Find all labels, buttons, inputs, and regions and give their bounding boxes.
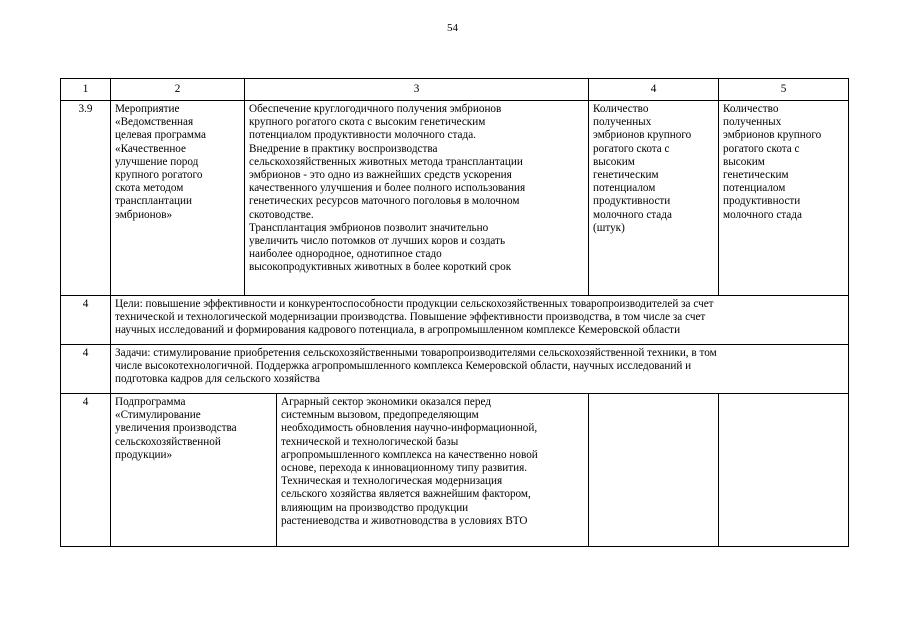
header-cell-3: 3 (245, 79, 589, 101)
row-number: 3.9 (61, 101, 111, 296)
subprogram-method-empty (719, 394, 849, 547)
page-number: 54 (447, 22, 458, 34)
goals-text: Цели: повышение эффективности и конкурентоспособности продукции сельскохозяйственных товаропроизводителей за счет технической и технологической модернизации производства. Повышение эффективности производства, в том числе за счет научных исследований и формирования кадрового потенциала, в агропромышленном комплексе Кемеровской области (111, 296, 849, 345)
table-row-tasks (61, 345, 849, 394)
program-table (60, 78, 849, 547)
indicator-method: Количество полученных эмбрионов крупного рогатого скота с высоким генетическим потенциалом продуктивности молочного стада (719, 101, 849, 296)
measure-description: Обеспечение круглогодичного получения эмбрионов крупного рогатого скота с высоким генетическим потенциалом продуктивности молочного стада. Внедрение в практику воспроизводства сельскохозяйственных животных метода трансплантации эмбрионов - это одно из важнейших средств ускорения качественного улучшения и более полного использования генетических ресурсов маточного поголовья в молочном скотоводстве. Трансплантация эмбрионов позволит значительно увеличить число потомков от лучших коров и создать наиболее однородное, однотипное стадо высокопродуктивных животных в более короткий срок (245, 101, 589, 296)
row-number: 4 (61, 296, 111, 345)
table-row-3-9 (61, 101, 849, 296)
subprogram-description: Аграрный сектор экономики оказался перед системным вызовом, предопределяющим необходимость обновления научно-информационной, технической и технологической базы агропромышленного комплекса на качественно новой основе, перехода к инновационному типу развития. Техническая и технологическая модернизация сельского хозяйства является важнейшим фактором, влияющим на производство продукции растениеводства и животноводства в условиях ВТО (277, 394, 589, 547)
indicator-name: Количество полученных эмбрионов крупного рогатого скота с высоким генетическим потенциалом продуктивности молочного стада (штук) (589, 101, 719, 296)
measure-name: Мероприятие «Ведомственная целевая программа «Качественное улучшение пород крупного рогатого скота методом трансплантации эмбрионов» (111, 101, 245, 296)
header-cell-2: 2 (111, 79, 245, 101)
header-cell-1: 1 (61, 79, 111, 101)
row-number: 4 (61, 345, 111, 394)
tasks-text: Задачи: стимулирование приобретения сельскохозяйственными товаропроизводителями сельскохозяйственной техники, в том числе высокотехнологичной. Поддержка агропромышленного комплекса Кемеровской области, научных исследований и подготовка кадров для сельского хозяйства (111, 345, 849, 394)
header-cell-5: 5 (719, 79, 849, 101)
header-row (61, 79, 849, 101)
row-number: 4 (61, 394, 111, 547)
table-row-goals (61, 296, 849, 345)
subprogram-indicator-empty (589, 394, 719, 547)
subprogram-name: Подпрограмма «Стимулирование увеличения производства сельскохозяйственной продукции» (111, 394, 277, 547)
table-row-subprogram (61, 394, 849, 547)
header-cell-4: 4 (589, 79, 719, 101)
